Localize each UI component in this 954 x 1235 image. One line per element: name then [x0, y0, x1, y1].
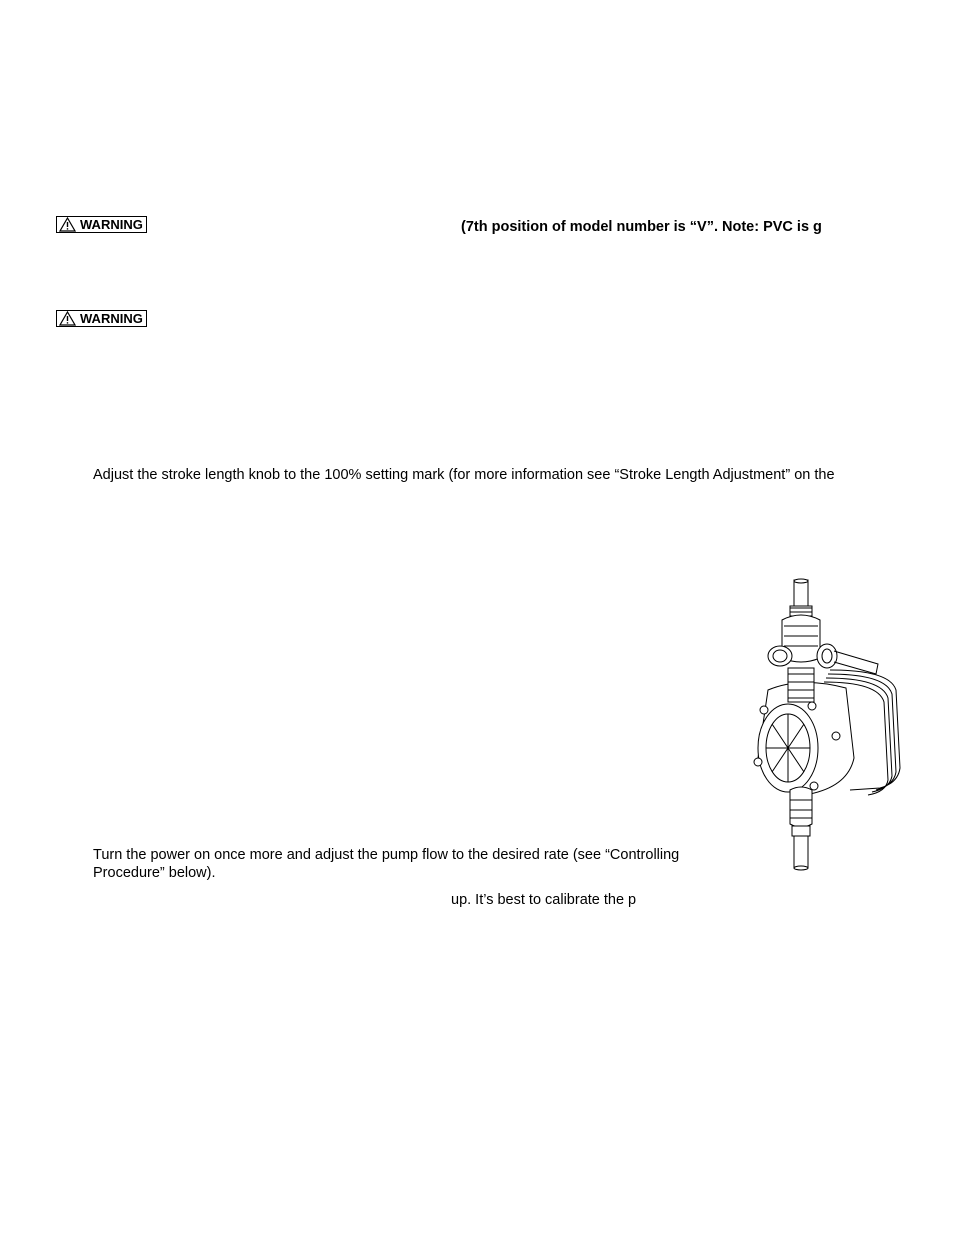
warning-badge: [56, 310, 147, 327]
model-number-note: (7th position of model number is “V”. Note: PVC is g: [461, 219, 822, 235]
metering-pump-icon: [750, 578, 902, 873]
warning-label: WARNING: [80, 311, 143, 326]
warning-triangle-icon: [59, 311, 76, 326]
warning-label: WARNING: [80, 217, 143, 232]
warning-badge: [56, 216, 147, 233]
turn-power-on-instruction: Turn the power on once more and adjust the pump flow to the desired rate (see “Controlling: [93, 847, 680, 863]
calibrate-note: up. It’s best to calibrate the p: [451, 892, 637, 908]
warning-triangle-icon: [59, 217, 76, 232]
adjust-stroke-instruction: Adjust the stroke length knob to the 100% setting mark (for more information see “Stroke Length Adjustment” on the: [93, 467, 835, 483]
procedure-reference: Procedure” below).: [93, 865, 216, 881]
